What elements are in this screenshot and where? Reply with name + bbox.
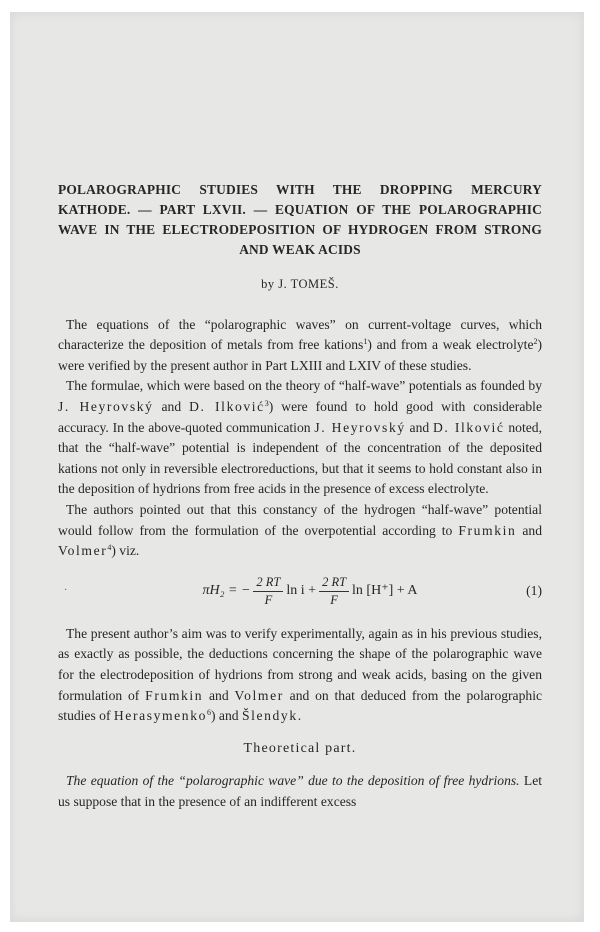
author-name: J. Heyrovský xyxy=(314,419,406,435)
equation-number: (1) xyxy=(526,583,542,599)
equation-ln-i: ln i + xyxy=(286,583,317,599)
paragraph-4: The present author’s aim was to verify experimentally, again as in his previous studies, as exactly as possible, the deductions concerning the shape of the polarographic wave for the electrodeposition of hydrions from strong and weak acids, basing on the given formulation of Frumkin and Volmer and on that deduced from the polarographic studies of Herasymenko$^6$) and Šlendyk. xyxy=(58,625,542,724)
reference-4: 4 xyxy=(107,543,112,553)
author-byline: by J. TOMEŠ. xyxy=(261,277,339,291)
equation-ln-h: ln [H⁺] + A xyxy=(352,583,418,599)
paragraph-2: The formulae, which were based on the theory of “half-wave” potentials as founded by J. Heyrovský and D. Ilković$^3$) were found to hold good with considerable accuracy. In the above-quoted communication J. Heyrovský and D. Ilković noted, that the “half-wave” potential is independent of the concentration of the deposited kations not only in reversible electroreductions, but that it seems to hold constant also in the deposition of hydrions from free acids in the presence of excess electrolyte. xyxy=(58,378,542,497)
author-name: D. Ilković xyxy=(189,398,265,414)
section-heading: Theoretical part. xyxy=(243,740,357,756)
equation-fraction: $\frac{2 RT}{F}$ xyxy=(253,575,283,608)
article-title: POLAROGRAPHIC STUDIES WITH THE DROPPING MERCURY KATHODE. — PART LXVII. — EQUATION OF THE POLAROGRAPHIC WAVE IN THE ELECTRODEPOSITION OF HYDROGEN FROM STRONG AND WEAK ACIDS xyxy=(58,182,542,257)
author-name: Herasymenko xyxy=(113,708,207,724)
paragraph-1: The equations of the “polarographic waves” on current-voltage curves, which characterize the deposition of metals from free kations$^1$) and from a weak electrolyte$^2$) were verified by the present author in Part LXIII and LXIV of these studies. xyxy=(58,316,543,373)
margin-mark: · xyxy=(64,585,68,597)
author-name: Frumkin xyxy=(145,687,204,703)
reference-3: 3 xyxy=(264,398,269,408)
equation-body xyxy=(203,575,418,608)
author-name: J. Heyrovský xyxy=(58,398,154,414)
paragraph-5: The equation of the “polarographic wave” due to the deposition of free hydrions. Let us suppose that in the presence of an indifferent excess xyxy=(58,773,543,809)
author-name: Šlendyk xyxy=(241,708,298,724)
reference-1: 1 xyxy=(363,337,368,347)
author-name: D. Ilković xyxy=(433,419,505,435)
article-text xyxy=(58,180,542,812)
reference-2: 2 xyxy=(533,337,538,347)
equation-lhs: πH₂ = − xyxy=(202,583,251,599)
equation-fraction: $\frac{2 RT}{F}$ xyxy=(319,575,349,608)
paragraph-lead-italic: The equation of the “polarographic wave” due to the deposition of free hydrions. xyxy=(66,773,520,789)
equation-1 xyxy=(58,568,542,616)
author-name: Frumkin xyxy=(458,522,517,538)
author-name: Volmer xyxy=(234,687,284,703)
reference-6: 6 xyxy=(207,708,211,718)
author-name: Volmer xyxy=(58,543,108,559)
paragraph-3: The authors pointed out that this constancy of the hydrogen “half-wave” potential would follow from the formulation of the overpotential according to Frumkin and Volmer$^4$) viz. xyxy=(58,501,542,559)
